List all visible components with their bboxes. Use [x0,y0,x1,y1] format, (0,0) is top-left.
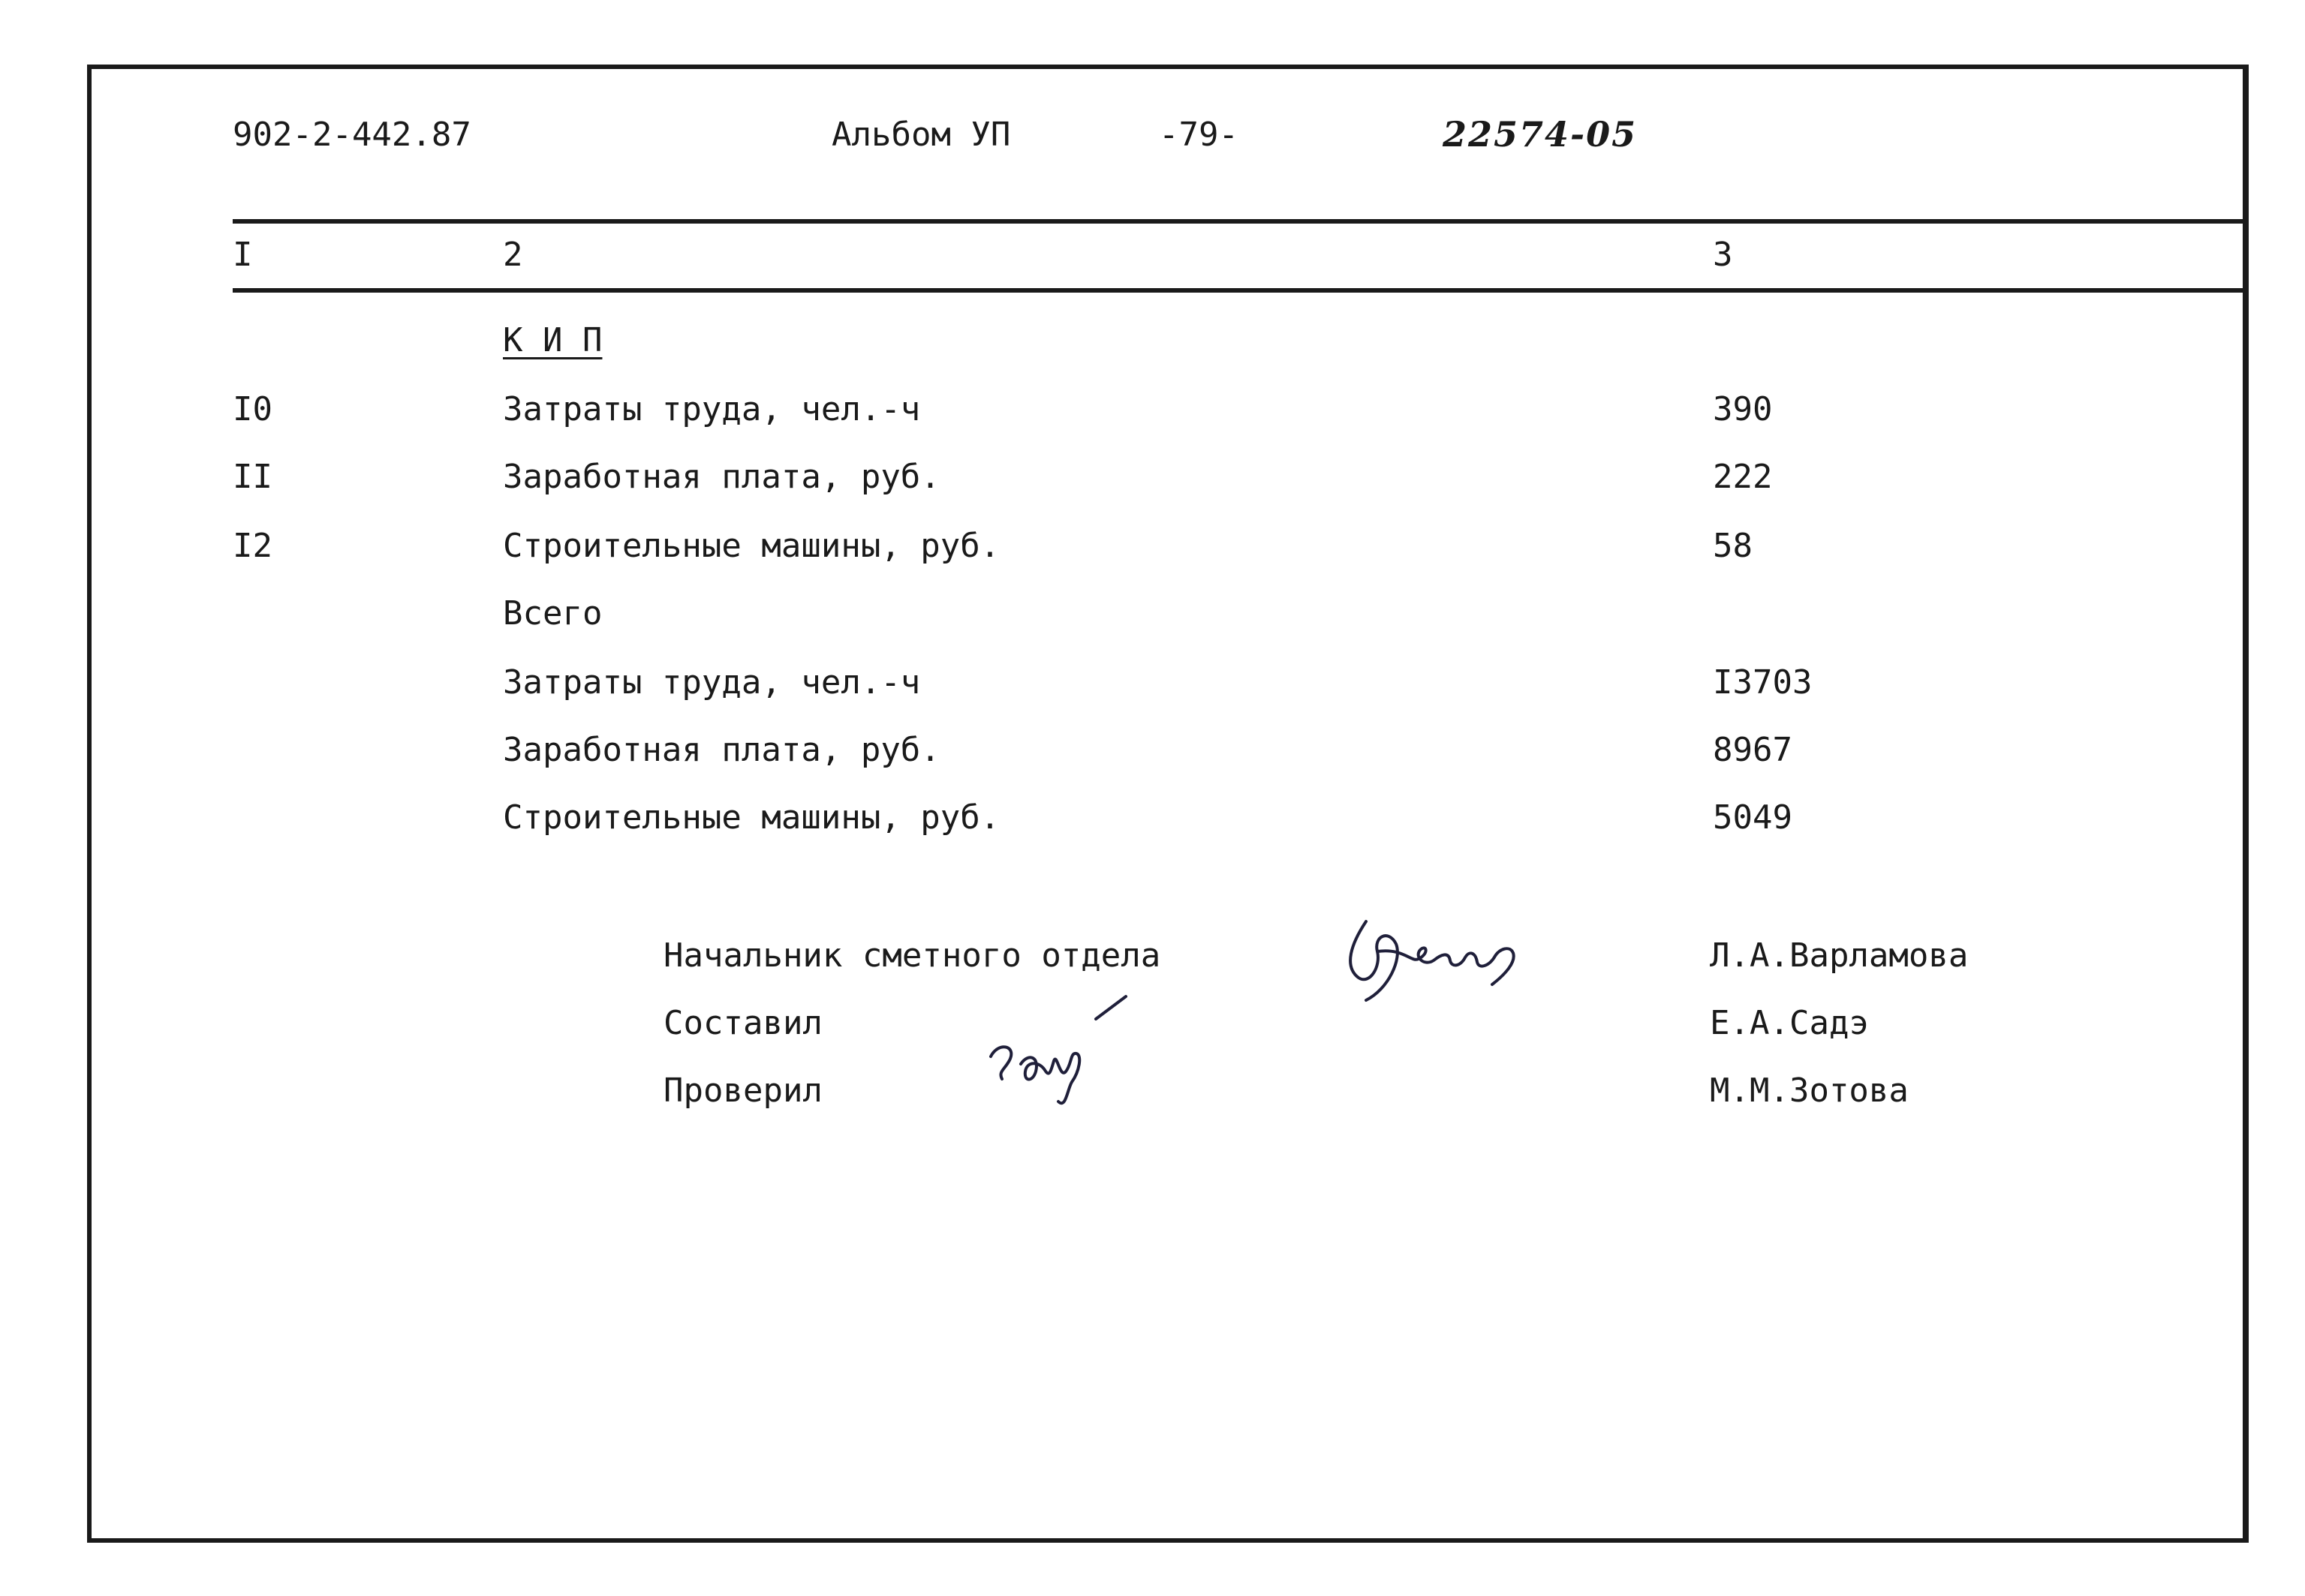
page-number: -79- [1159,116,1238,154]
row-name: Заработная плата, руб. [503,731,940,769]
row-name: Строительные машины, руб. [503,527,1001,565]
page-frame [87,65,2249,1543]
row-value: 8967 [1713,731,1792,769]
row-value: 222 [1713,458,1773,496]
signature-role-checked: Проверил [664,1072,823,1110]
column-header-3: 3 [1713,236,1733,274]
row-value: 390 [1713,390,1773,428]
row-number: II [233,458,272,496]
signature-name-compiled: Е.А.Садэ [1710,1004,1869,1042]
row-name: Затраты труда, чел.-ч [503,663,921,702]
signature-name-head: Л.А.Варламова [1710,936,1969,975]
signature-name-checked: М.М.Зотова [1710,1072,1909,1110]
table-header-rule [233,288,2249,293]
album-label: Альбом УП [832,116,1011,154]
section-title: К И П [503,321,603,359]
column-header-2: 2 [503,236,523,274]
inventory-number: 22574-05 [1443,114,1638,155]
row-value: 5049 [1713,798,1792,837]
signature-role-head: Начальник сметного отдела [664,936,1161,975]
handwritten-signature-compiled [976,989,1171,1124]
handwritten-signature-head [1336,906,1546,1011]
row-number: I2 [233,527,272,565]
column-header-1: I [233,236,253,274]
row-value: 58 [1713,527,1753,565]
row-value: I3703 [1713,663,1813,702]
row-number: I0 [233,390,272,428]
row-name: Строительные машины, руб. [503,798,1001,837]
doc-number: 902-2-442.87 [233,116,471,154]
signature-role-compiled: Составил [664,1004,823,1042]
total-heading: Всего [503,594,603,633]
row-name: Затраты труда, чел.-ч [503,390,921,428]
row-name: Заработная плата, руб. [503,458,940,496]
table-top-rule [233,219,2249,224]
